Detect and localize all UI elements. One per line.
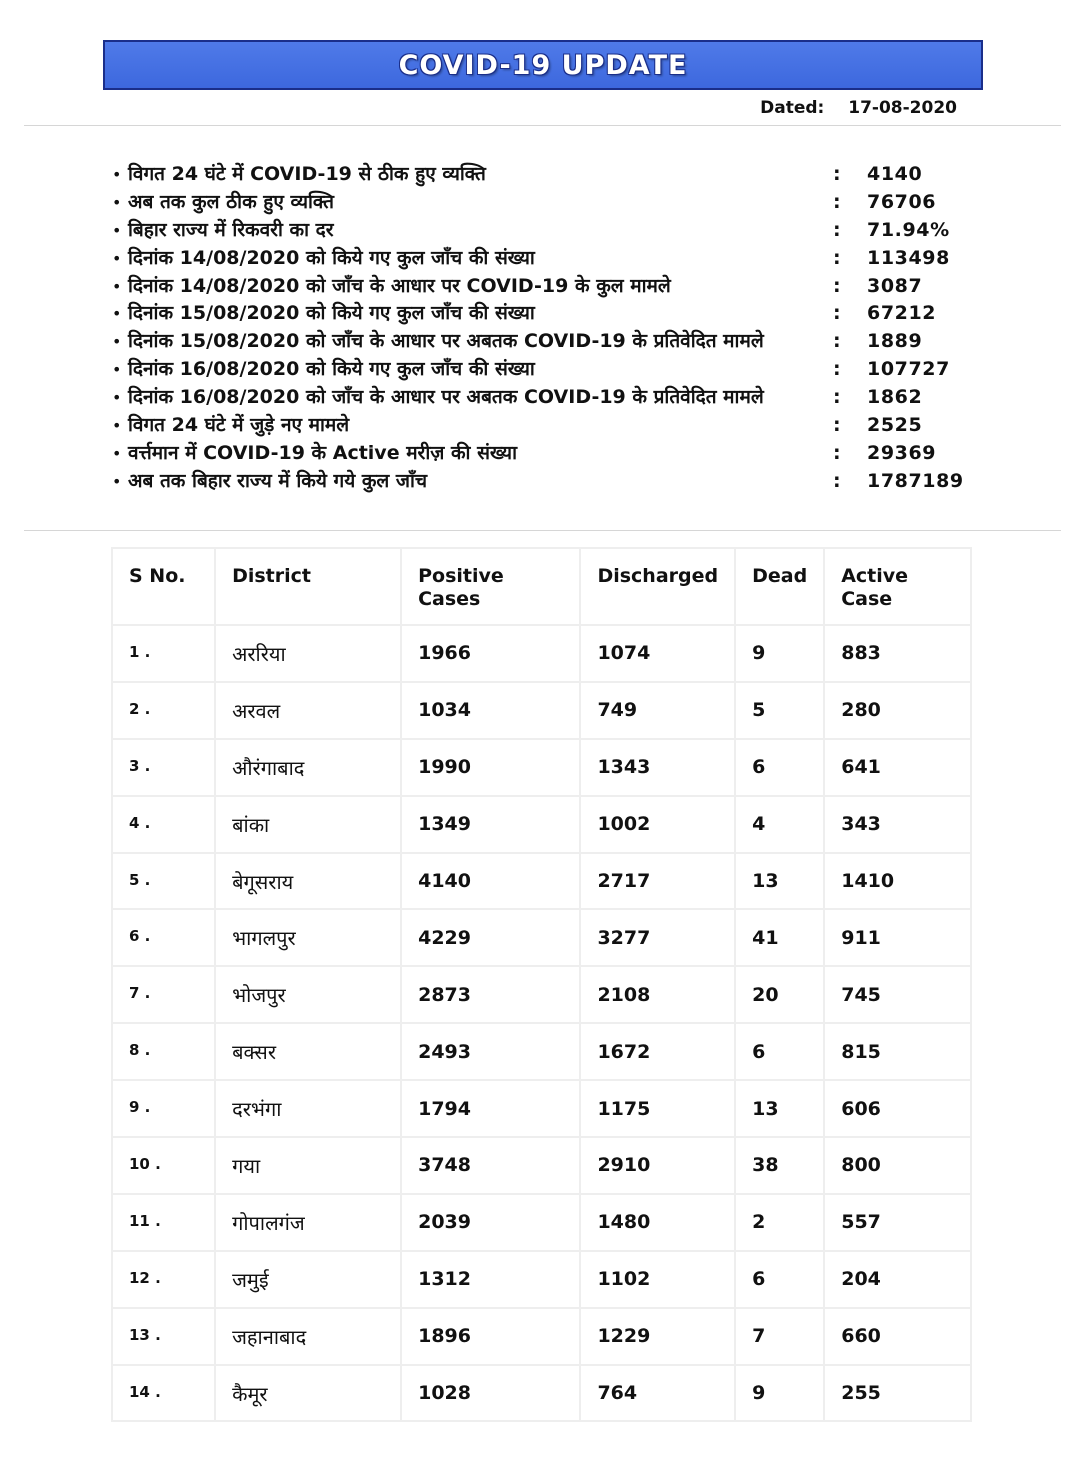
cell-sno: 1 . [112,625,215,682]
summary-value: 67212 [867,302,937,325]
page-title: COVID-19 UPDATE [398,49,688,81]
bullet-icon: • [112,248,122,268]
cell-district: गोपालगंज [215,1194,401,1251]
summary-colon: : [833,330,841,353]
cell-dead: 6 [735,739,824,796]
summary-label: दिनांक 14/08/2020 को जाँच के आधार पर COVID-19 के कुल मामले [128,274,671,297]
cell-active-case: 343 [824,796,971,853]
cell-district: जमुई [215,1251,401,1308]
cell-sno: 10 . [112,1137,215,1194]
summary-colon: : [833,441,841,464]
cell-active-case: 606 [824,1080,971,1137]
cell-discharged: 1672 [580,1023,735,1080]
summary-colon: : [833,274,841,297]
summary-label: बिहार राज्य में रिकवरी का दर [128,218,334,241]
summary-value: 76706 [867,190,937,213]
dated-value: 17-08-2020 [848,98,957,118]
cell-sno: 6 . [112,909,215,966]
summary-item [112,245,972,273]
summary-item [112,356,972,384]
cell-discharged: 2108 [580,966,735,1023]
bullet-icon: • [112,304,122,324]
summary-colon: : [833,163,841,185]
cell-positive-cases: 2493 [401,1023,580,1080]
cell-dead: 9 [735,625,824,682]
cell-discharged: 1102 [580,1251,735,1308]
cell-positive-cases: 1312 [401,1251,580,1308]
cell-active-case: 557 [824,1194,971,1251]
cell-district: भोजपुर [215,966,401,1023]
cell-discharged: 2910 [580,1137,735,1194]
summary-item [112,189,972,217]
cell-district: औरंगाबाद [215,739,401,796]
table-row [112,1251,971,1308]
table-row [112,796,971,853]
summary-value: 107727 [867,358,950,381]
cell-dead: 2 [735,1194,824,1251]
cell-discharged: 1002 [580,796,735,853]
cell-sno: 5 . [112,853,215,910]
header-active-case: Active Case [824,548,971,625]
cell-positive-cases: 1896 [401,1308,580,1365]
bullet-icon: • [112,443,122,463]
cell-positive-cases: 1034 [401,682,580,739]
cell-sno: 2 . [112,682,215,739]
cell-dead: 6 [735,1023,824,1080]
cell-active-case: 1410 [824,853,971,910]
cell-sno: 8 . [112,1023,215,1080]
header-sno: S No. [112,548,215,625]
cell-dead: 6 [735,1251,824,1308]
summary-colon: : [833,358,841,381]
bullet-icon: • [112,471,122,491]
summary-value: 1862 [867,386,923,409]
table-row [112,909,971,966]
summary-value: 71.94% [867,218,950,241]
table-row [112,853,971,910]
cell-district: गया [215,1137,401,1194]
cell-active-case: 660 [824,1308,971,1365]
cell-active-case: 641 [824,739,971,796]
cell-positive-cases: 1028 [401,1365,580,1422]
header-dead: Dead [735,548,824,625]
summary-value: 2525 [867,414,923,437]
cell-sno: 11 . [112,1194,215,1251]
cell-positive-cases: 2873 [401,966,580,1023]
cell-dead: 41 [735,909,824,966]
cell-discharged: 764 [580,1365,735,1422]
cell-dead: 7 [735,1308,824,1365]
cell-positive-cases: 1794 [401,1080,580,1137]
summary-label: अब तक कुल ठीक हुए व्यक्ति [128,190,334,213]
summary-label: दिनांक 15/08/2020 को जाँच के आधार पर अबतक COVID-19 के प्रतिवेदित मामले [128,330,764,353]
cell-dead: 20 [735,966,824,1023]
cell-district: अररिया [215,625,401,682]
summary-value: 4140 [867,163,923,185]
cell-sno: 3 . [112,739,215,796]
cell-discharged: 1343 [580,739,735,796]
cell-active-case: 745 [824,966,971,1023]
cell-district: बांका [215,796,401,853]
cell-sno: 14 . [112,1365,215,1422]
cell-positive-cases: 1990 [401,739,580,796]
cell-active-case: 911 [824,909,971,966]
summary-colon: : [833,386,841,409]
summary-colon: : [833,302,841,325]
summary-colon: : [833,469,841,492]
header-positive-cases: Positive Cases [401,548,580,625]
summary-item [112,300,972,328]
summary-colon: : [833,218,841,241]
cell-active-case: 883 [824,625,971,682]
bullet-icon: • [112,360,122,380]
table-row [112,1308,971,1365]
summary-value: 1787189 [867,469,964,492]
summary-item [112,161,972,189]
summary-item [112,273,972,301]
cell-discharged: 2717 [580,853,735,910]
table-header-row [112,548,971,625]
bullet-icon: • [112,416,122,436]
bullet-icon: • [112,220,122,240]
cell-dead: 9 [735,1365,824,1422]
summary-value: 29369 [867,441,937,464]
cell-active-case: 815 [824,1023,971,1080]
table-row [112,966,971,1023]
table-row [112,625,971,682]
cell-dead: 5 [735,682,824,739]
summary-label: दिनांक 15/08/2020 को किये गए कुल जाँच की संख्या [128,302,535,325]
table-body [112,625,971,1421]
district-table [111,547,972,1422]
cell-district: बेगूसराय [215,853,401,910]
cell-sno: 12 . [112,1251,215,1308]
header-district: District [215,548,401,625]
dated-label: Dated: [760,98,825,118]
summary-value: 113498 [867,246,950,269]
cell-district: दरभंगा [215,1080,401,1137]
cell-district: भागलपुर [215,909,401,966]
bullet-icon: • [112,165,122,184]
cell-dead: 4 [735,796,824,853]
table-row [112,1080,971,1137]
table-row [112,1137,971,1194]
date-line [760,98,957,118]
summary-label: विगत 24 घंटे में जुड़े नए मामले [128,414,350,437]
summary-value: 3087 [867,274,923,297]
cell-discharged: 1175 [580,1080,735,1137]
title-banner [103,40,983,90]
bullet-icon: • [112,388,122,408]
summary-label: वर्त्तमान में COVID-19 के Active मरीज़ की संख्या [128,441,517,464]
cell-positive-cases: 4229 [401,909,580,966]
summary-value: 1889 [867,330,923,353]
bullet-icon: • [112,192,122,212]
divider-middle [24,530,1061,531]
summary-label: दिनांक 16/08/2020 को जाँच के आधार पर अबतक COVID-19 के प्रतिवेदित मामले [128,386,764,409]
cell-discharged: 1229 [580,1308,735,1365]
cell-discharged: 749 [580,682,735,739]
summary-colon: : [833,414,841,437]
cell-sno: 7 . [112,966,215,1023]
cell-positive-cases: 1966 [401,625,580,682]
cell-active-case: 255 [824,1365,971,1422]
table-row [112,1365,971,1422]
table-row [112,682,971,739]
bullet-icon: • [112,276,122,296]
cell-district: कैमूर [215,1365,401,1422]
summary-list [112,161,972,496]
summary-label: दिनांक 16/08/2020 को किये गए कुल जाँच की संख्या [128,358,535,381]
table-row [112,1023,971,1080]
cell-district: बक्सर [215,1023,401,1080]
cell-discharged: 3277 [580,909,735,966]
summary-item [112,384,972,412]
cell-dead: 13 [735,1080,824,1137]
cell-discharged: 1074 [580,625,735,682]
cell-active-case: 800 [824,1137,971,1194]
summary-item [112,412,972,440]
bullet-icon: • [112,332,122,352]
cell-positive-cases: 4140 [401,853,580,910]
cell-dead: 13 [735,853,824,910]
summary-label: विगत 24 घंटे में COVID-19 से ठीक हुए व्यक्ति [128,163,486,185]
summary-item [112,468,972,496]
divider-top [24,125,1061,126]
summary-item [112,440,972,468]
summary-item [112,217,972,245]
cell-district: जहानाबाद [215,1308,401,1365]
cell-district: अरवल [215,682,401,739]
cell-discharged: 1480 [580,1194,735,1251]
cell-positive-cases: 2039 [401,1194,580,1251]
cell-positive-cases: 3748 [401,1137,580,1194]
summary-colon: : [833,190,841,213]
table-row [112,1194,971,1251]
cell-active-case: 280 [824,682,971,739]
cell-sno: 13 . [112,1308,215,1365]
table-row [112,739,971,796]
cell-sno: 4 . [112,796,215,853]
cell-dead: 38 [735,1137,824,1194]
cell-active-case: 204 [824,1251,971,1308]
cell-sno: 9 . [112,1080,215,1137]
summary-label: दिनांक 14/08/2020 को किये गए कुल जाँच की संख्या [128,246,535,269]
header-discharged: Discharged [580,548,735,625]
summary-label: अब तक बिहार राज्य में किये गये कुल जाँच [128,469,428,492]
summary-item [112,328,972,356]
summary-colon: : [833,246,841,269]
cell-positive-cases: 1349 [401,796,580,853]
